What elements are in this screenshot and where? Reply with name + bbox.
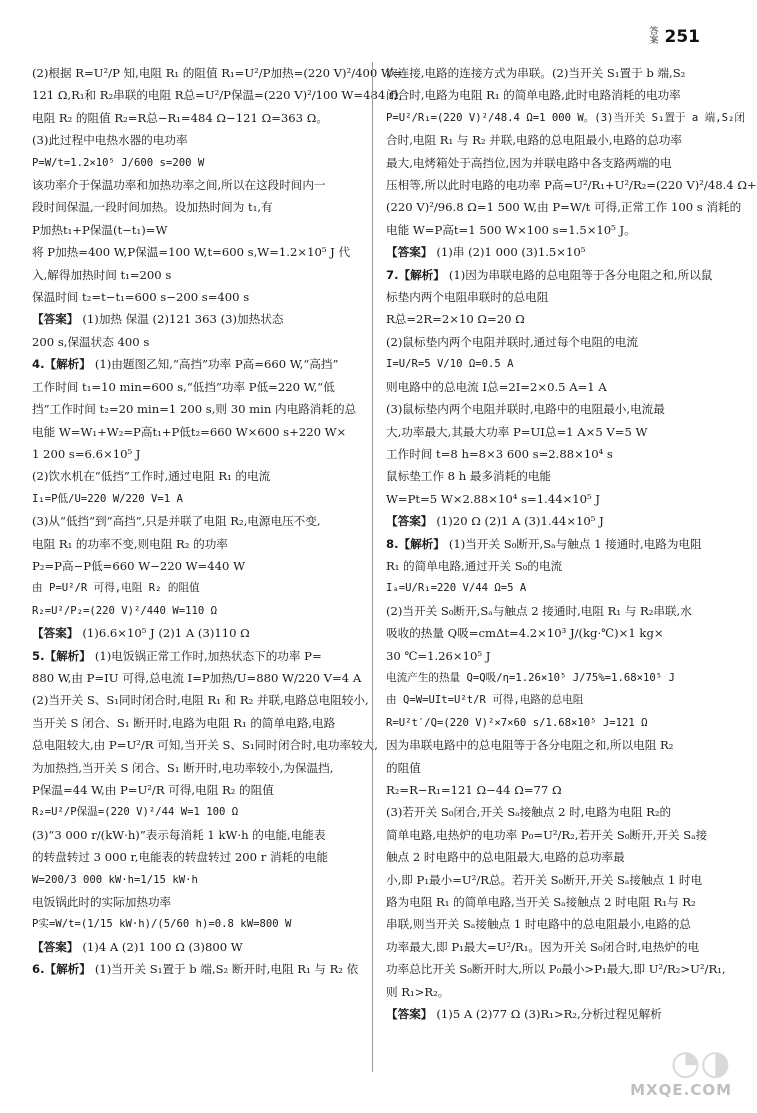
line-text: 标垫内两个电阻串联时的总电阻 [386,290,549,305]
line-text: 合时,电阻 R₁ 与 R₂ 并联,电路的总电阻最小,电路的总功率 [386,133,683,148]
line-text: 功率总比开关 S₀断开时大,所以 P₀最小>P₁最大,即 U²/R₂>U²/R₁, [386,962,726,977]
line-text: I=U/R=5 V/10 Ω=0.5 A [386,358,514,371]
text-line [32,488,360,510]
left-column [32,62,403,981]
text-line [386,869,716,891]
answer-label: 【答案】 [32,939,79,954]
text-line [386,824,716,846]
line-text: 880 W,由 P=IU 可得,总电流 I=P加热/U=880 W/220 V=4 A [32,670,362,685]
text-line [32,801,360,823]
text-line [386,846,716,868]
line-text: (1)电饭锅正常工作时,加热状态下的功率 P= [94,648,322,663]
text-line [386,62,716,84]
line-text: 保温时间 t₂=t−t₁=600 s−200 s=400 s [32,290,250,305]
line-text: 30 ℃=1.26×10⁵ J [386,648,491,663]
line-text: 闭合时,电路为电阻 R₁ 的简单电路,此时电路消耗的电功率 [386,88,681,103]
line-text: 1 200 s=6.6×10⁵ J [32,446,141,461]
line-text: 串联,则当开关 Sₐ接触点 1 时电路中的总电阻最小,电路的总 [386,917,691,932]
text-line [386,465,716,487]
text-line [386,936,716,958]
text-line [386,958,726,980]
text-line [32,757,360,779]
line-text: 则 R₁>R₂。 [386,984,450,999]
line-text: R₂=R−R₁=121 Ω−44 Ω=77 Ω [386,783,562,797]
text-line [32,174,360,196]
line-text: 挡”工作时间 t₂=20 min=1 200 s,则 30 min 内电路消耗的总 [32,402,357,417]
answer-line [32,936,360,958]
watermark [592,1043,742,1105]
line-text: 200 s,保温状态 400 s [32,334,150,349]
line-text: (2)根据 R=U²/P 知,电阻 R₁ 的阻值 R₁=U²/P加热=(220 V)²/400 W= [32,66,403,80]
text-line [32,734,378,756]
analysis-label: 【解析】 [44,357,91,372]
column-divider [372,62,373,1072]
text-line [32,824,360,846]
line-text: 电阻 R₂ 的阻值 R₂=R总−R₁=484 Ω−121 Ω=363 Ω。 [32,110,328,125]
line-text: R₁ 的简单电路,通过开关 S₀的电流 [386,558,563,573]
line-text: 电饭锅此时的实际加热功率 [32,895,172,910]
text-line [386,353,716,375]
line-text: R₂=U²/P保温=(220 V)²/44 W=1 100 Ω [32,806,239,819]
line-text: (1)加热 保温 (2)121 363 (3)加热状态 [82,312,284,327]
line-text: 路为电阻 R₁ 的简单电路,当开关 Sₐ接触点 2 时电阻 R₁与 R₂ [386,895,696,910]
line-text: (1)6.6×10⁵ J (2)1 A (3)110 Ω [82,626,250,641]
text-line [32,62,403,84]
line-text: 入,解得加热时间 t₁=200 s [32,267,172,282]
text-line [32,465,360,487]
answer-line [386,1003,716,1025]
text-line [386,421,716,443]
line-text: 121 Ω,R₁和 R₂串联的电阻 R总=U²/P保温=(220 V)²/100 W=484 Ω, [32,88,403,103]
text-line [386,913,716,935]
watermark-logo-icon: ◔◑ [670,1043,730,1083]
line-text: 最大,电烤箱处于高挡位,因为并联电路中各支路两端的电 [386,155,672,170]
text-line [386,107,746,129]
line-text: (2)鼠标垫内两个电阻并联时,通过每个电阻的电流 [386,334,638,349]
text-line [386,981,716,1003]
solution-line [386,533,716,555]
answer-label: 【答案】 [386,514,433,529]
text-line [32,689,369,711]
text-line [386,84,716,106]
answer-line [386,510,716,532]
line-text: (3)“3 000 r/(kW·h)”表示每消耗 1 kW·h 的电能,电能表 [32,827,326,842]
question-number: 4. [32,357,45,372]
text-line [386,398,716,420]
line-text: 电能 W=W₁+W₂=P高t₁+P低t₂=660 W×600 s+220 W× [32,424,347,439]
line-text: (3)从“低挡”到“高挡”,只是并联了电阻 R₂,电源电压不变, [32,514,321,529]
line-text: (1)4 A (2)1 100 Ω (3)800 W [82,939,243,954]
answer-line [32,308,360,330]
question-number: 8. [386,536,399,551]
text-line [32,286,360,308]
page-number: 251 [664,27,700,47]
line-text: 功率最大,即 P₁最大=U²/R₁。因为开关 S₀闭合时,电热炉的电 [386,939,700,954]
line-text: (1)当开关 S₁置于 b 端,S₂ 断开时,电阻 R₁ 与 R₂ 依 [94,962,359,977]
text-line [32,555,360,577]
line-text: R₂=U²/P₂=(220 V)²/440 W=110 Ω [32,604,217,617]
solution-line [32,958,360,980]
text-line [386,600,716,622]
line-text: (1)20 Ω (2)1 A (3)1.44×10⁵ J [436,514,604,529]
text-line [32,913,360,935]
line-text: P=W/t=1.2×10⁵ J/600 s=200 W [32,156,205,169]
text-line [32,510,360,532]
line-text: 工作时间 t=8 h=8×3 600 s=2.88×10⁴ s [386,446,613,461]
line-text: 压相等,所以此时电路的电功率 P高=U²/R₁+U²/R₂=(220 V)²/48.4 Ω+ [386,178,757,193]
line-text: I₁=P低/U=220 W/220 V=1 A [32,492,183,505]
watermark-text: MXQE.COM [630,1081,732,1099]
analysis-label: 【解析】 [44,648,91,663]
line-text: (3)此过程中电热水器的电功率 [32,133,188,148]
text-line [386,174,757,196]
analysis-label: 【解析】 [398,536,445,551]
text-line [386,757,716,779]
line-text: R=U²t′/Q=(220 V)²×7×60 s/1.68×10⁵ J=121 Ω [386,716,648,729]
line-text: 由 P=U²/R 可得,电阻 R₂ 的阻值 [32,582,200,595]
line-text: (1)串 (2)1 000 (3)1.5×10⁵ [436,245,586,260]
question-number: 5. [32,648,45,663]
line-text: (2)当开关 S、S₁同时闭合时,电阻 R₁ 和 R₂ 并联,电路总电阻较小, [32,693,369,708]
text-line [386,308,716,330]
text-line [32,533,360,555]
text-line [386,779,716,801]
line-text: P保温=44 W,由 P=U²/R 可得,电阻 R₂ 的阻值 [32,783,274,797]
question-number: 7. [386,267,399,282]
text-line [32,219,360,241]
line-text: 因为串联电路中的总电阻等于各分电阻之和,所以电阻 R₂ [386,738,674,753]
text-line [386,577,716,599]
line-text: 鼠标垫工作 8 h 最多消耗的电能 [386,469,552,484]
text-line [386,196,742,218]
line-text: 的阻值 [386,760,421,775]
line-text: P实=W/t=(1/15 kW·h)/(5/60 h)=0.8 kW=800 W [32,918,292,931]
answer-label: 【答案】 [386,1007,433,1022]
line-text: 当开关 S 闭合、S₁ 断开时,电路为电阻 R₁ 的简单电路,电路 [32,715,336,730]
text-line [32,891,360,913]
text-line [32,398,360,420]
text-line [386,667,716,689]
text-line [386,219,716,241]
text-line [32,421,360,443]
text-line [32,107,360,129]
line-text: 电阻 R₁ 的功率不变,则电阻 R₂ 的功率 [32,536,228,551]
text-line [386,555,716,577]
line-text: W=200/3 000 kW·h=1/15 kW·h [32,873,198,886]
page-header [650,26,701,48]
solution-line [32,353,360,375]
line-text: 为加热挡,当开关 S 闭合、S₁ 断开时,电功率较小,为保温挡, [32,760,334,775]
solution-line [32,645,360,667]
analysis-label: 【解析】 [398,267,445,282]
line-text: 大,功率最大,其最大功率 P=UI总=1 A×5 V=5 W [386,424,648,439]
text-line [32,667,360,689]
line-text: 由 Q=W=UIt=U²t/R 可得,电路的总电阻 [386,694,584,707]
text-line [32,443,360,465]
text-line [386,622,716,644]
text-line [386,286,716,308]
text-line [386,689,716,711]
line-text: (3)若开关 S₀闭合,开关 Sₐ接触点 2 时,电路为电阻 R₂的 [386,805,672,820]
line-text: 的转盘转过 3 000 r,电能表的转盘转过 200 r 消耗的电能 [32,850,328,865]
text-line [386,331,716,353]
text-line [32,779,360,801]
text-line [32,129,360,151]
text-line [32,712,360,734]
text-line [386,129,716,151]
text-line [32,869,360,891]
text-line [32,84,403,106]
right-column [386,62,757,1025]
text-line [32,376,360,398]
line-text: 吸收的热量 Q吸=cmΔt=4.2×10³ J/(kg·℃)×1 kg× [386,626,664,641]
answer-line [32,622,360,644]
line-text: 总电阻较大,由 P=U²/R 可知,当开关 S、S₁同时闭合时,电功率较大, [32,738,378,753]
line-text: (3)鼠标垫内两个电阻并联时,电路中的电阻最小,电流最 [386,402,665,417]
line-text: 段时间保温,一段时间加热。设加热时间为 t₁,有 [32,200,273,215]
answer-line [386,241,716,263]
line-text: 小,即 P₁最小=U²/R总。若开关 S₀断开,开关 Sₐ接触点 1 时电 [386,872,703,887]
line-text: (1)当开关 S₀断开,Sₐ与触点 1 接通时,电路为电阻 [448,536,702,551]
line-text: (1)由题图乙知,“高挡”功率 P高=660 W,“高挡” [94,357,339,372]
question-number: 6. [32,962,45,977]
line-text: P加热t₁+P保温(t−t₁)=W [32,222,168,237]
line-text: (1)5 A (2)77 Ω (3)R₁>R₂,分析过程见解析 [436,1007,662,1022]
text-line [386,443,716,465]
line-text: Iₐ=U/R₁=220 V/44 Ω=5 A [386,582,527,595]
text-line [32,600,360,622]
line-text: P₂=P高−P低=660 W−220 W=440 W [32,558,246,573]
text-line [32,264,360,286]
line-text: 次连接,电路的连接方式为串联。(2)当开关 S₁置于 b 端,S₂ [386,66,686,80]
line-text: 则电路中的总电流 I总=2I=2×0.5 A=1 A [386,379,607,394]
text-line [32,577,360,599]
line-text: 电能 W=P高t=1 500 W×100 s=1.5×10⁵ J。 [386,222,636,237]
line-text: (1)因为串联电路的总电阻等于各分电阻之和,所以鼠 [448,267,713,282]
text-line [386,645,716,667]
line-text: (2)饮水机在“低挡”工作时,通过电阻 R₁ 的电流 [32,469,271,484]
solution-line [386,264,716,286]
text-line [386,376,716,398]
line-text: (220 V)²/96.8 Ω=1 500 W,由 P=W/t 可得,正常工作 100 s 消耗的 [386,200,742,215]
text-line [32,241,360,263]
text-line [386,801,716,823]
text-line [386,152,716,174]
text-line [386,891,716,913]
line-text: 触点 2 时电路中的总电阻最大,电路的总功率最 [386,850,625,865]
answer-label: 【答案】 [32,312,79,327]
analysis-label: 【解析】 [44,962,91,977]
text-line [32,152,360,174]
text-line [386,734,716,756]
line-text: 该功率介于保温功率和加热功率之间,所以在这段时间内一 [32,178,326,193]
line-text: 工作时间 t₁=10 min=600 s,“低挡”功率 P低=220 W,“低 [32,379,335,394]
page-header-mark: 答案 [649,27,659,46]
text-line [32,331,360,353]
line-text: W=Pt=5 W×2.88×10⁴ s=1.44×10⁵ J [386,491,601,506]
line-text: 简单电路,电热炉的电功率 P₀=U²/R₂,若开关 S₀断开,开关 Sₐ接 [386,827,708,842]
line-text: 将 P加热=400 W,P保温=100 W,t=600 s,W=1.2×10⁵ J 代 [32,245,351,260]
answer-label: 【答案】 [32,626,79,641]
answer-label: 【答案】 [386,245,433,260]
line-text: (2)当开关 S₀断开,Sₐ与触点 2 接通时,电阻 R₁ 与 R₂串联,水 [386,603,692,618]
text-line [386,488,716,510]
text-line [386,712,716,734]
text-line [32,196,360,218]
line-text: P=U²/R₁=(220 V)²/48.4 Ω=1 000 W。(3)当开关 S₁置于 a 端,S₂闭 [386,111,746,124]
line-text: R总=2R=2×10 Ω=20 Ω [386,312,525,327]
line-text: 电流产生的热量 Q=Q吸/η=1.26×10⁵ J/75%=1.68×10⁵ J [386,671,675,684]
text-line [32,846,360,868]
